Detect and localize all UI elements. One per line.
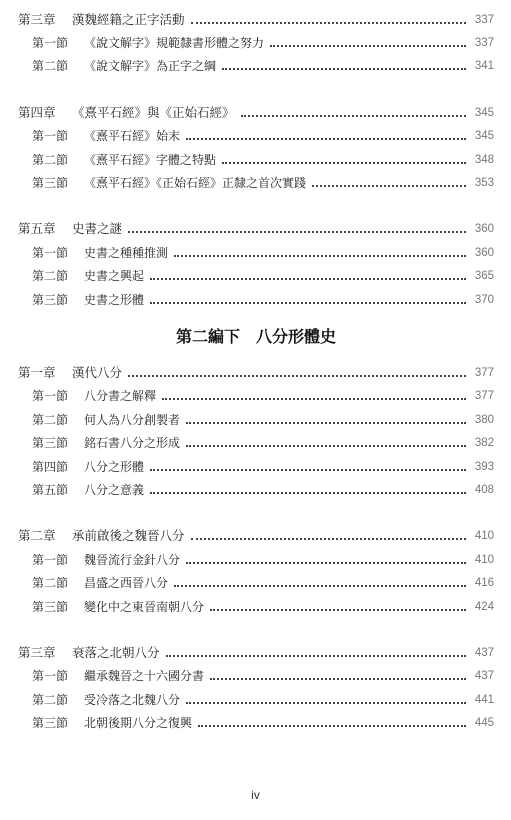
section-title: 繼承魏晉之十六國分書 [84,669,205,684]
section-label: 第三節 [32,599,69,614]
section-title: 八分書之解釋 [84,389,157,404]
table-of-contents [18,8,494,735]
section-label: 第二節 [32,152,69,167]
section-label: 第三節 [32,436,69,451]
toc-section-entry[interactable] [18,665,494,688]
page-ref: 377 [474,390,494,403]
section-title: 受冷落之北魏八分 [84,692,181,707]
section-title: 史書之形體 [84,292,145,307]
toc-section-entry[interactable] [18,548,494,571]
section-label: 第二節 [32,412,69,427]
toc-chapter-entry[interactable] [18,8,494,31]
chapter-title: 史書之謎 [72,221,123,237]
toc-chapter-entry[interactable] [18,218,494,241]
section-title: 《說文解字》為正字之綱 [84,59,217,74]
section-label: 第一節 [32,552,69,567]
chapter-label: 第一章 [18,364,56,380]
dot-leader [191,22,466,24]
section-label: 第一節 [32,36,69,51]
page-ref: 348 [474,153,494,166]
page-ref: 437 [474,646,494,659]
page-ref: 377 [474,366,494,379]
page-ref: 424 [474,600,494,613]
toc-section-entry[interactable] [18,55,494,78]
section-label: 第一節 [32,389,69,404]
toc-section-entry[interactable] [18,288,494,311]
page-ref: 345 [474,130,494,143]
section-label: 第一節 [32,129,69,144]
toc-chapter-entry[interactable] [18,525,494,548]
chapter-title: 漢代八分 [72,364,123,380]
page-ref: 380 [474,413,494,426]
dot-leader [270,45,466,47]
toc-section-entry[interactable] [18,148,494,171]
dot-leader [186,445,466,447]
page-ref: 382 [474,437,494,450]
dot-leader [191,538,466,540]
toc-section-entry[interactable] [18,455,494,478]
section-label: 第五節 [32,482,69,497]
section-title: 《熹平石經》《正始石經》正隸之首次實踐 [84,176,307,191]
page-ref: 408 [474,483,494,496]
page-ref: 445 [474,717,494,730]
page-ref: 441 [474,693,494,706]
section-label: 第三節 [32,292,69,307]
section-label: 第二節 [32,59,69,74]
page-ref: 337 [474,37,494,50]
section-label: 第一節 [32,669,69,684]
section-label: 第四節 [32,459,69,474]
chapter-title: 《熹平石經》與《正始石經》 [72,104,235,120]
toc-section-entry[interactable] [18,385,494,408]
dot-leader [174,585,466,587]
dot-leader [222,68,466,70]
dot-leader [150,278,466,280]
section-label: 第三節 [32,716,69,731]
page-ref: 360 [474,246,494,259]
toc-section-entry[interactable] [18,571,494,594]
toc-section-entry[interactable] [18,688,494,711]
toc-section-entry[interactable] [18,125,494,148]
toc-chapter-entry[interactable] [18,641,494,664]
section-title: 銘石書八分之形成 [84,436,181,451]
toc-chapter-entry[interactable] [18,361,494,384]
section-title: 《熹平石經》字體之特點 [84,152,217,167]
section-title: 《說文解字》規範隸書形體之努力 [84,36,265,51]
toc-section-entry[interactable] [18,31,494,54]
page-ref: 345 [474,106,494,119]
dot-leader [150,492,466,494]
dot-leader [150,469,466,471]
page-ref: 353 [474,177,494,190]
dot-leader [166,655,466,657]
section-title: 史書之種種推測 [84,245,169,260]
dot-leader [128,375,466,377]
section-title: 魏晉流行金針八分 [84,552,181,567]
toc-section-entry[interactable] [18,265,494,288]
dot-leader [128,231,466,233]
toc-chapter-entry[interactable] [18,101,494,124]
dot-leader [241,115,466,117]
section-label: 第二節 [32,576,69,591]
section-title: 八分之形體 [84,459,145,474]
toc-section-entry[interactable] [18,408,494,431]
section-label: 第一節 [32,245,69,260]
toc-section-entry[interactable] [18,711,494,734]
dot-leader [198,725,466,727]
toc-section-entry[interactable] [18,478,494,501]
section-title: 變化中之東晉南朝八分 [84,599,205,614]
section-title: 北朝後期八分之復興 [84,716,193,731]
toc-section-entry[interactable] [18,431,494,454]
section-title: 史書之興起 [84,269,145,284]
chapter-label: 第五章 [18,221,56,237]
dot-leader [162,398,466,400]
page-ref: 416 [474,577,494,590]
section-spacer [18,195,494,218]
chapter-title: 漢魏經籍之正字活動 [72,11,185,27]
page-ref: 437 [474,670,494,683]
section-title: 八分之意義 [84,482,145,497]
page-number: iv [251,788,260,802]
section-spacer [18,78,494,101]
section-label: 第三節 [32,176,69,191]
section-spacer [18,618,494,641]
section-label: 第二節 [32,269,69,284]
dot-leader [312,185,466,187]
dot-leader [150,302,466,304]
dot-leader [210,609,466,611]
toc-section-entry[interactable] [18,171,494,194]
dot-leader [186,422,466,424]
dot-leader [186,702,466,704]
dot-leader [174,255,466,257]
dot-leader [186,138,466,140]
part-heading: 第二編下 八分形體史 [175,327,336,347]
page-ref: 337 [474,13,494,26]
chapter-label: 第四章 [18,104,56,120]
section-title: 《熹平石經》始末 [84,129,181,144]
chapter-title: 衰落之北朝八分 [72,644,160,660]
dot-leader [222,162,466,164]
section-title: 何人為八分創製者 [84,412,181,427]
section-title: 昌盛之西晉八分 [84,576,169,591]
page-ref: 370 [474,293,494,306]
chapter-label: 第三章 [18,11,56,27]
section-label: 第二節 [32,692,69,707]
section-spacer [18,502,494,525]
toc-section-entry[interactable] [18,595,494,618]
toc-section-entry[interactable] [18,241,494,264]
page-ref: 410 [474,553,494,566]
page-ref: 410 [474,530,494,543]
chapter-label: 第二章 [18,528,56,544]
page-ref: 365 [474,270,494,283]
dot-leader [210,678,466,680]
chapter-title: 承前啟後之魏晉八分 [72,528,185,544]
page-ref: 393 [474,460,494,473]
dot-leader [186,562,466,564]
page-ref: 360 [474,223,494,236]
chapter-label: 第三章 [18,644,56,660]
page-ref: 341 [474,60,494,73]
